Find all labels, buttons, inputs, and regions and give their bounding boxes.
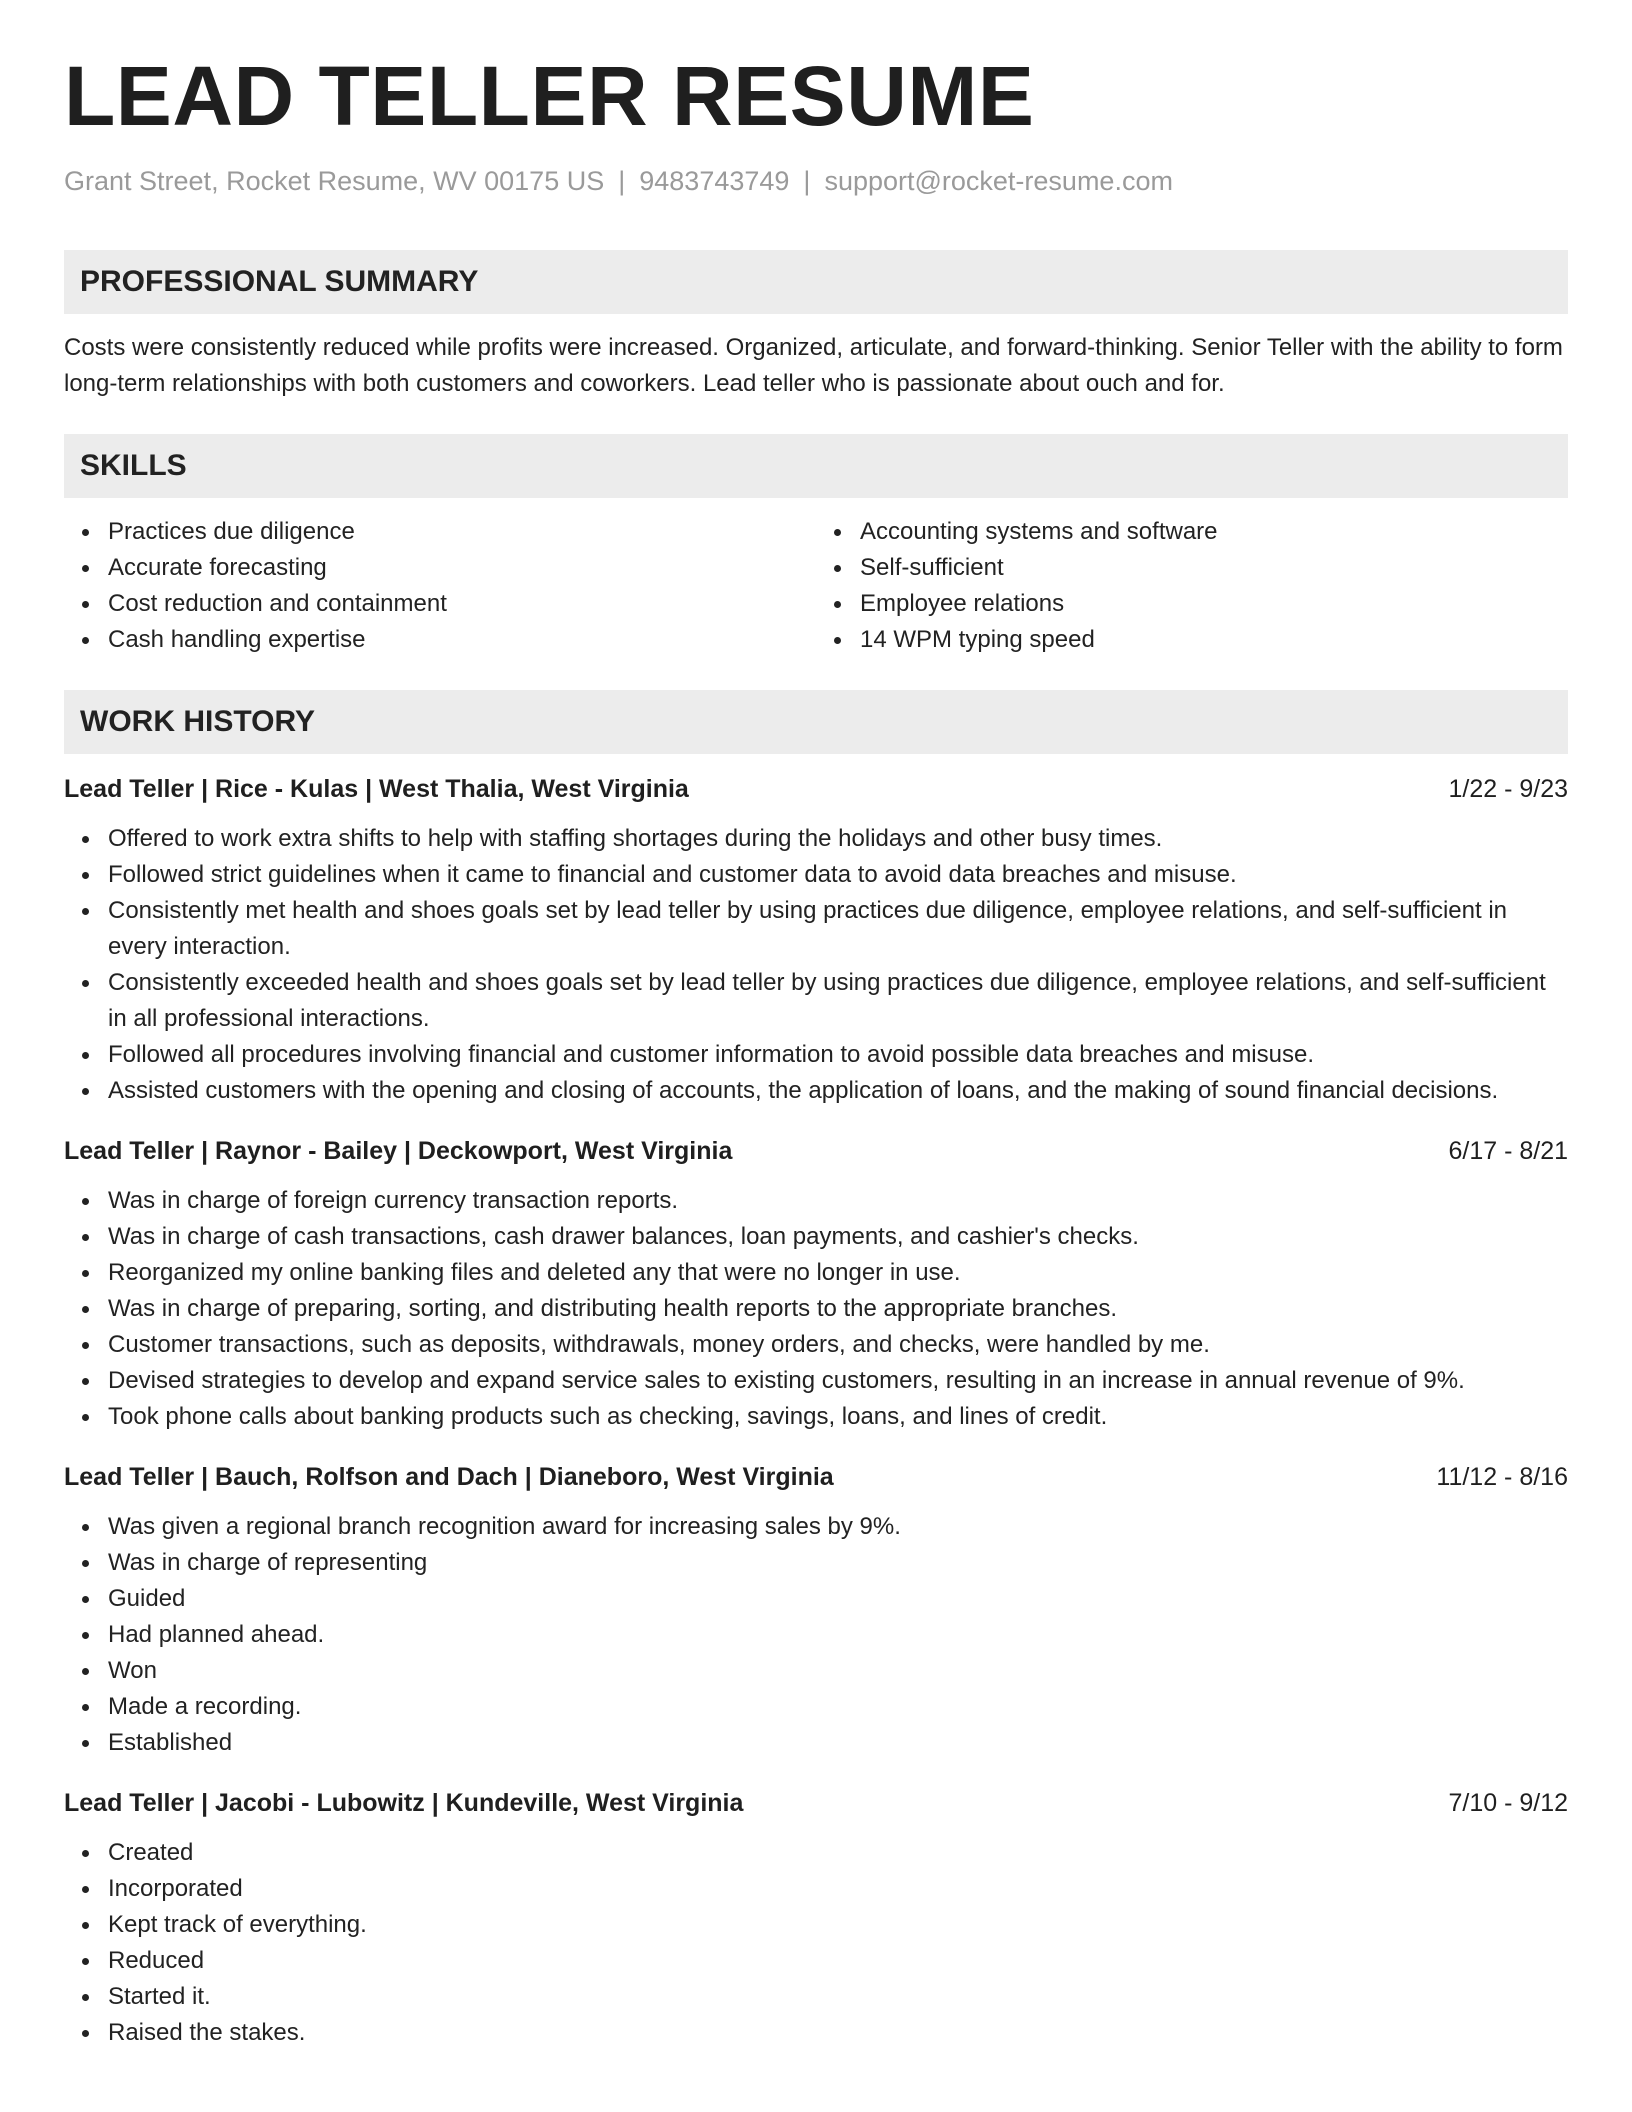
job-bullets (64, 1183, 1568, 1435)
job-bullet: Won (108, 1653, 1568, 1689)
job-bullet: Was in charge of cash transactions, cash drawer balances, loan payments, and cashier's checks. (108, 1219, 1568, 1255)
job-bullets (64, 1509, 1568, 1761)
job-header (64, 771, 1568, 807)
phone-number: 9483743749 (639, 166, 790, 197)
skill-item: Cost reduction and containment (108, 586, 816, 622)
skill-item: Employee relations (860, 586, 1568, 622)
section-header-skills: SKILLS (64, 434, 1568, 498)
job-bullets (64, 1835, 1568, 2051)
job-bullet: Devised strategies to develop and expand service sales to existing customers, resulting in an increase in annual revenue of 9%. (108, 1363, 1568, 1399)
skills-list (64, 514, 1568, 658)
job-bullet: Started it. (108, 1979, 1568, 2015)
job-bullet: Incorporated (108, 1871, 1568, 1907)
contact-line (64, 164, 1568, 199)
job-bullet: Was in charge of representing (108, 1545, 1568, 1581)
job-title: Lead Teller | Rice - Kulas | West Thalia, West Virginia (64, 775, 689, 804)
job-bullet: Raised the stakes. (108, 2015, 1568, 2051)
job-bullet: Guided (108, 1581, 1568, 1617)
job-header (64, 1785, 1568, 1821)
job-title: Lead Teller | Jacobi - Lubowitz | Kundeville, West Virginia (64, 1789, 744, 1818)
job-bullet: Consistently met health and shoes goals set by lead teller by using practices due diligence, employee relations, and self-sufficient in every interaction. (108, 893, 1568, 965)
job-entry (64, 1459, 1568, 1761)
job-bullet: Reorganized my online banking files and deleted any that were no longer in use. (108, 1255, 1568, 1291)
job-bullet: Followed strict guidelines when it came to financial and customer data to avoid data breaches and misuse. (108, 857, 1568, 893)
job-dates: 7/10 - 9/12 (1448, 1789, 1568, 1818)
skill-item: Self-sufficient (860, 550, 1568, 586)
job-bullet: Followed all procedures involving financial and customer information to avoid possible data breaches and misuse. (108, 1037, 1568, 1073)
job-entry (64, 1785, 1568, 2051)
job-bullet: Established (108, 1725, 1568, 1761)
contact-separator: | (803, 166, 811, 197)
job-bullet: Assisted customers with the opening and closing of accounts, the application of loans, and the making of sound financial decisions. (108, 1073, 1568, 1109)
job-bullet: Was given a regional branch recognition award for increasing sales by 9%. (108, 1509, 1568, 1545)
job-dates: 1/22 - 9/23 (1448, 775, 1568, 804)
skill-item: Cash handling expertise (108, 622, 816, 658)
job-bullet: Created (108, 1835, 1568, 1871)
skills-column-left (64, 514, 816, 658)
job-entry (64, 771, 1568, 1109)
skill-item: Accounting systems and software (860, 514, 1568, 550)
job-bullets (64, 821, 1568, 1109)
job-bullet: Offered to work extra shifts to help with staffing shortages during the holidays and other busy times. (108, 821, 1568, 857)
address: Grant Street, Rocket Resume, WV 00175 US (64, 166, 605, 197)
job-entry (64, 1133, 1568, 1435)
job-bullet: Took phone calls about banking products such as checking, savings, loans, and lines of credit. (108, 1399, 1568, 1435)
resume-title: LEAD TELLER RESUME (64, 49, 1035, 143)
job-header (64, 1133, 1568, 1169)
job-bullet: Kept track of everything. (108, 1907, 1568, 1943)
job-dates: 11/12 - 8/16 (1436, 1463, 1568, 1492)
skill-item: Practices due diligence (108, 514, 816, 550)
job-dates: 6/17 - 8/21 (1448, 1137, 1568, 1166)
job-header (64, 1459, 1568, 1495)
skills-column-right (816, 514, 1568, 658)
summary-text: Costs were consistently reduced while profits were increased. Organized, articulate, and forward-thinking. Senior Teller with the ability to form long-term relationships with both customers and coworkers. Lead teller who is passionate about ouch and for. (64, 334, 1563, 398)
job-bullet: Was in charge of preparing, sorting, and distributing health reports to the appropriate branches. (108, 1291, 1568, 1327)
skill-item: 14 WPM typing speed (860, 622, 1568, 658)
job-bullet: Consistently exceeded health and shoes goals set by lead teller by using practices due diligence, employee relations, and self-sufficient in all professional interactions. (108, 965, 1568, 1037)
job-title: Lead Teller | Raynor - Bailey | Deckowport, West Virginia (64, 1137, 733, 1166)
job-title: Lead Teller | Bauch, Rolfson and Dach | Dianeboro, West Virginia (64, 1463, 834, 1492)
section-header-summary: PROFESSIONAL SUMMARY (64, 250, 1568, 314)
skill-item: Accurate forecasting (108, 550, 816, 586)
job-bullet: Was in charge of foreign currency transaction reports. (108, 1183, 1568, 1219)
job-bullet: Had planned ahead. (108, 1617, 1568, 1653)
section-header-work-history: WORK HISTORY (64, 690, 1568, 754)
contact-separator: | (618, 166, 626, 197)
job-bullet: Made a recording. (108, 1689, 1568, 1725)
job-bullet: Customer transactions, such as deposits, withdrawals, money orders, and checks, were handled by me. (108, 1327, 1568, 1363)
job-bullet: Reduced (108, 1943, 1568, 1979)
email-address: support@rocket-resume.com (824, 166, 1173, 197)
